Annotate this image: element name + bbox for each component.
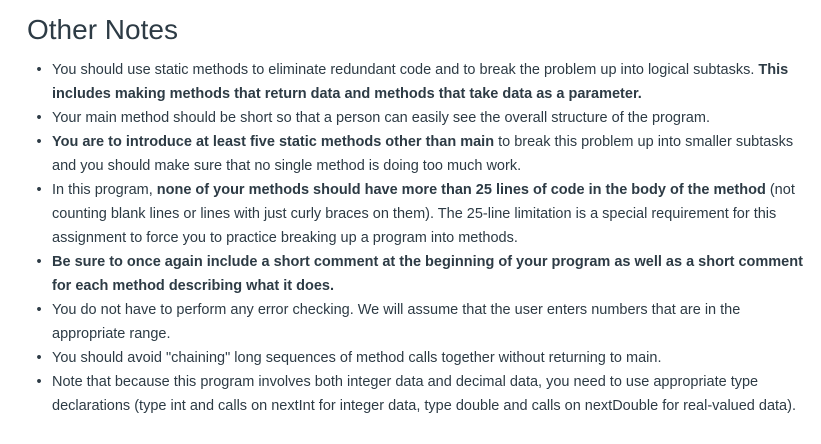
- bullet-icon: •: [36, 350, 42, 366]
- page-title: Other Notes: [27, 14, 178, 45]
- notes-list: [27, 58, 812, 418]
- note-text-bold: none of your methods should have more than 25 lines of code in the body of the method: [156, 182, 766, 198]
- note-text: You should avoid "chaining" long sequences of method calls together without returning to main.: [52, 350, 662, 366]
- note-text: Note that because this program involves both integer data and decimal data, you need to use appropriate type declarations (type int and calls on nextInt for integer data, type double and calls on nextDouble for real-valued data).: [52, 374, 796, 414]
- list-item: [36, 370, 812, 418]
- note-text: (not counting blank lines or lines with just curly braces on them). The 25-line limitation is a special requirement for this assignment to force you to practice breaking up a program into methods.: [52, 182, 795, 246]
- note-text-bold: Be sure to once again include a short comment at the beginning of your program as well as a short comment for each method describing what it does.: [52, 254, 803, 294]
- bullet-icon: •: [36, 182, 42, 198]
- list-item: [36, 58, 812, 106]
- list-item: [36, 250, 812, 298]
- bullet-icon: •: [36, 302, 42, 318]
- note-text: In this program,: [52, 182, 157, 198]
- bullet-icon: •: [36, 110, 42, 126]
- bullet-icon: •: [36, 374, 42, 390]
- list-item: [36, 178, 812, 250]
- bullet-icon: •: [36, 254, 42, 270]
- note-text: to break this problem up into smaller subtasks and you should make sure that no single method is doing too much work.: [52, 134, 794, 174]
- bullet-icon: •: [36, 134, 42, 150]
- note-text: You do not have to perform any error checking. We will assume that the user enters numbers that are in the appropriate range.: [52, 302, 741, 342]
- list-item: [36, 298, 812, 346]
- list-item: [36, 106, 812, 130]
- note-text-bold: This includes making methods that return data and methods that take data as a parameter.: [52, 62, 789, 102]
- note-text-bold: You are to introduce at least five static methods other than main: [52, 134, 495, 150]
- bullet-icon: •: [36, 62, 42, 78]
- list-item: [36, 346, 812, 370]
- note-text: Your main method should be short so that a person can easily see the overall structure of the program.: [52, 110, 710, 126]
- note-text: You should use static methods to eliminate redundant code and to break the problem up into logical subtasks.: [52, 62, 759, 78]
- list-item: [36, 130, 812, 178]
